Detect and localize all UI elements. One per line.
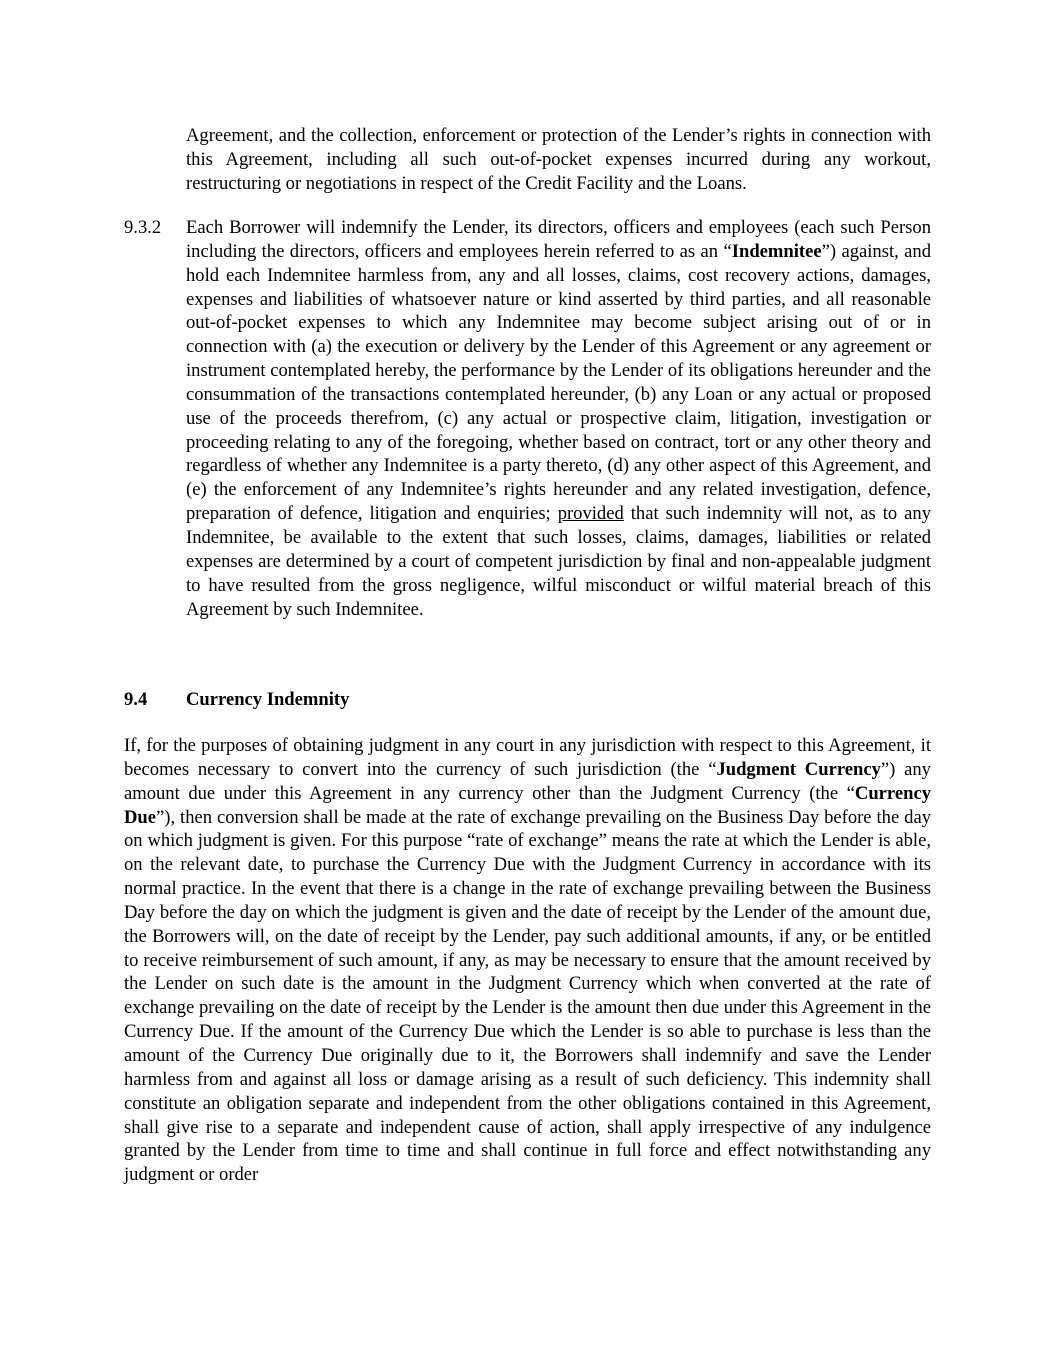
clause-number-9-3-2: 9.3.2 xyxy=(124,217,162,238)
clause-9-3-2-text-1: Each Borrower will indemnify the Lender, its directors, officers and employees (each such Person including the directors, officers and employees herein referred to as an “ xyxy=(186,217,931,262)
section-9-4-text-2: ”) any amount due under this Agreement in any currency other than the Judgment Currency (the “ xyxy=(124,758,931,804)
section-9-4-text-1: If, for the purposes of obtaining judgment in any court in any jurisdiction with respect to this Agreement, it becomes necessary to convert into the currency of such jurisdiction (the “ xyxy=(124,735,931,780)
section-title-currency-indemnity: Currency Indemnity xyxy=(186,689,350,710)
currency-indemnity-paragraph xyxy=(124,734,931,1187)
defined-term-indemnitee: Indemnitee xyxy=(731,240,822,262)
clause-9-3-2-paragraph xyxy=(186,216,931,621)
section-9-4-text-3: ”), then conversion shall be made at the rate of exchange prevailing on the Business Day before the day on which judgment is given. For this purpose “rate of exchange” means the rate at which the Lender is able, on the relevant date, to purchase the Currency Due with the Judgment Currency in accordance with its normal practice. In the event that there is a change in the rate of exchange prevailing between the Business Day before the day on which the judgment is given and the date of receipt by the Lender of the amount due, the Borrowers will, on the date of receipt by the Lender, pay such additional amounts, if any, or be entitled to receive reimbursement of such amount, if any, as may be necessary to ensure that the amount received by the Lender on such date is the amount in the Judgment Currency which when converted at the rate of exchange prevailing on the date of receipt by the Lender is the amount then due under this Agreement in the Currency Due. If the amount of the Currency Due which the Lender is so able to purchase is less than the amount of the Currency Due originally due to it, the Borrowers shall indemnify and save the Lender harmless from and against all loss or damage arising as a result of such deficiency. This indemnity shall constitute an obligation separate and independent from the other obligations contained in this Agreement, shall give rise to a separate and independent cause of action, shall apply irrespective of any indulgence granted by the Lender from time to time and shall continue in full force and effect notwithstanding any judgment or order xyxy=(124,806,931,1186)
clause-9-3-2-text-3: that such indemnity will not, as to any Indemnitee, be available to the extent that such losses, claims, damages, liabilities or related expenses are determined by a court of competent jurisdiction by final and non-appealable judgment to have resulted from the gross negligence, wilful misconduct or wilful material breach of this Agreement by such Indemnitee. xyxy=(186,503,931,620)
defined-term-currency-due: Currency Due xyxy=(124,782,931,828)
section-number-9-4: 9.4 xyxy=(124,689,148,710)
provided-underlined: provided xyxy=(557,503,624,525)
continuation-paragraph: Agreement, and the collection, enforcement or protection of the Lender’s rights in connection with this Agreement, including all such out-of-pocket expenses incurred during any workout, restructuring or negotiations in respect of the Credit Facility and the Loans. xyxy=(186,125,931,194)
defined-term-judgment-currency: Judgment Currency xyxy=(716,758,881,780)
clause-9-3-2-text-2: ”) against, and hold each Indemnitee harmless from, any and all losses, claims, cost recovery actions, damages, expenses and liabilities of whatsoever nature or kind asserted by third parties, and all reasonable out-of-pocket expenses to which any Indemnitee may become subject arising out of or in connection with (a) the execution or delivery by the Lender of this Agreement or any agreement or instrument contemplated hereby, the performance by the Lender of its obligations hereunder and the consummation of the transactions contemplated hereunder, (b) any Loan or any actual or proposed use of the proceeds therefrom, (c) any actual or prospective claim, litigation, investigation or proceeding relating to any of the foregoing, whether based on contract, tort or any other theory and regardless of whether any Indemnitee is a party thereto, (d) any other aspect of this Agreement, and (e) the enforcement of any Indemnitee’s rights hereunder and any related investigation, defence, preparation of defence, litigation and enquiries; xyxy=(186,240,932,525)
